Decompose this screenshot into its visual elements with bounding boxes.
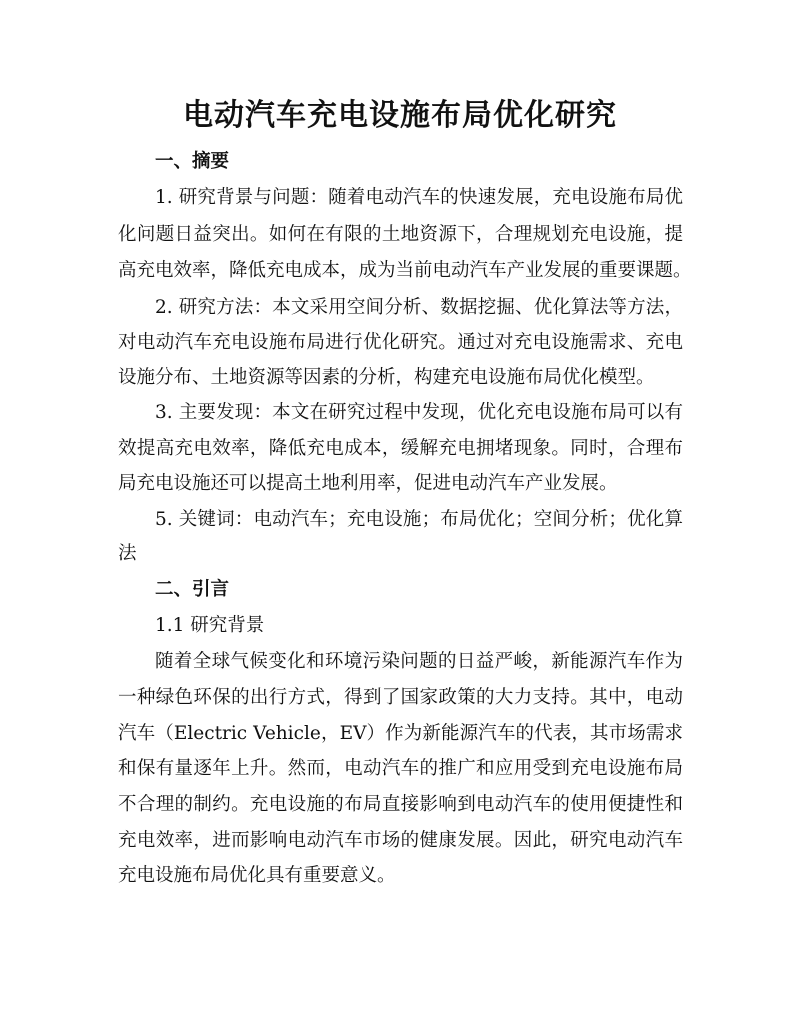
- paragraph-line: 5. 关键词：电动汽车；充电设施；布局优化；空间分析；优化算: [155, 509, 683, 530]
- paragraph-line: 充电设施布局优化具有重要意义。: [118, 865, 396, 886]
- paragraph-line: 随着全球气候变化和环境污染问题的日益严峻，新能源汽车作为: [155, 651, 683, 672]
- paragraph-line: 设施分布、土地资源等因素的分析，构建充电设施布局优化模型。: [118, 367, 655, 388]
- section-heading-intro: 二、引言: [155, 579, 230, 600]
- paragraph-line: 充电效率，进而影响电动汽车市场的健康发展。因此，研究电动汽车: [118, 830, 683, 851]
- paragraph-line: 和保有量逐年上升。然而，电动汽车的推广和应用受到充电设施布局: [118, 758, 683, 779]
- section-heading-abstract: 一、摘要: [155, 151, 230, 172]
- paragraph-line: 3. 主要发现：本文在研究过程中发现，优化充电设施布局可以有: [155, 402, 683, 423]
- paragraph-line: 效提高充电效率，降低充电成本，缓解充电拥堵现象。同时，合理布: [118, 438, 683, 459]
- paragraph-line: 一种绿色环保的出行方式，得到了国家政策的大力支持。其中，电动: [118, 687, 683, 708]
- paragraph-line: 汽车（Electric Vehicle，EV）作为新能源汽车的代表，其市场需求: [118, 723, 683, 744]
- paragraph-line: 对电动汽车充电设施布局进行优化研究。通过对充电设施需求、充电: [118, 332, 683, 353]
- paragraph-line: 高充电效率，降低充电成本，成为当前电动汽车产业发展的重要课题。: [118, 260, 692, 281]
- paragraph-line: 不合理的制约。充电设施的布局直接影响到电动汽车的使用便捷性和: [118, 794, 683, 815]
- paragraph-line: 1. 研究背景与问题：随着电动汽车的快速发展，充电设施布局优: [155, 187, 683, 208]
- paragraph-line: 局充电设施还可以提高土地利用率，促进电动汽车产业发展。: [118, 473, 618, 494]
- subsection-heading: 1.1 研究背景: [155, 615, 265, 636]
- paragraph-line: 法: [118, 543, 137, 564]
- paragraph-line: 2. 研究方法：本文采用空间分析、数据挖掘、优化算法等方法，: [155, 297, 683, 318]
- document-title: 电动汽车充电设施布局优化研究: [183, 98, 617, 133]
- paragraph-line: 化问题日益突出。如何在有限的土地资源下，合理规划充电设施，提: [118, 224, 683, 245]
